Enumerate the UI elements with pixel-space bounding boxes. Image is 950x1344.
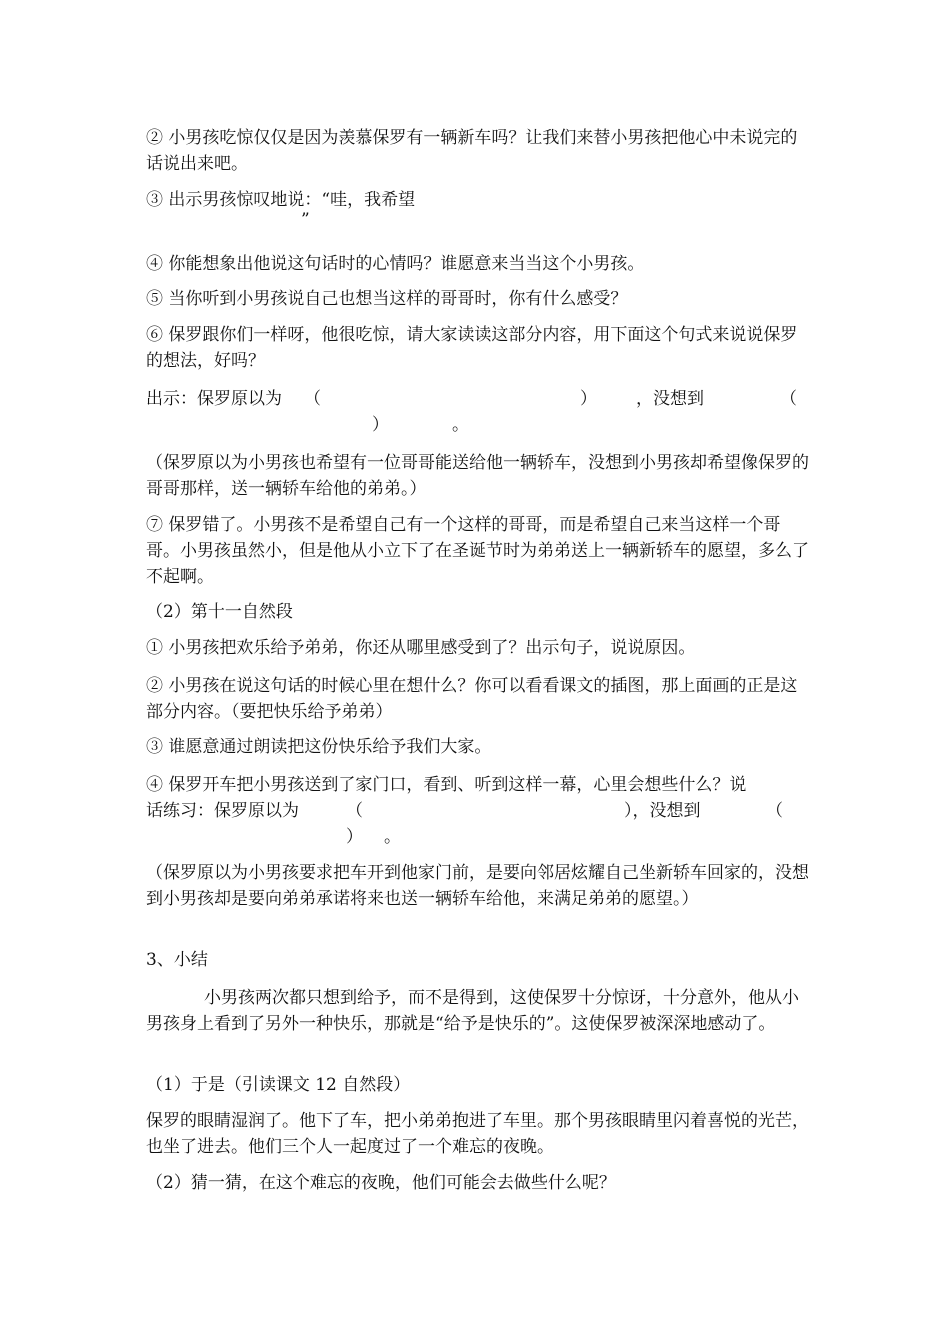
fill-in-label: 出示：保罗原以为	[146, 389, 282, 409]
paragraph-11-3: ③ 谁愿意通过朗读把这份快乐给予我们大家。	[146, 737, 492, 757]
paragraph-11-4: ④ 保罗开车把小男孩送到了家门口，看到、听到这样一幕，心里会想些什么？说	[146, 775, 747, 795]
fill-in-paren-open: （	[304, 389, 321, 409]
fill-in-mid-text: ，没想到	[636, 389, 704, 409]
paragraph-step-7: ⑦ 保罗错了。小男孩不是希望自己有一个这样的哥哥，而是希望自己来当这样一个哥哥。小男孩虽然小，但是他从小立下了在圣诞节时为弟弟送上一辆新轿车的愿望，多么了不起啊。	[146, 515, 809, 587]
practice-period: 。	[384, 827, 401, 847]
fill-in-paren-open-2: （	[780, 389, 797, 409]
paragraph-step-4: ④ 你能想象出他说这句话时的心情吗？谁愿意来当当这个小男孩。	[146, 254, 645, 274]
practice-paren-open-2: （	[766, 801, 783, 821]
paragraph-quote: 保罗的眼睛湿润了。他下了车，把小弟弟抱进了车里。那个男孩眼睛里闪着喜悦的光芒，也坐了进去。他们三个人一起度过了一个难忘的夜晚。	[146, 1111, 809, 1157]
paragraph-11-2: ② 小男孩在说这句话的时候心里在想什么？你可以看看课文的插图，那上面画的正是这部分内容。（要把快乐给予弟弟）	[146, 676, 798, 722]
fill-in-paren-close: ）	[580, 389, 597, 409]
section-heading-summary: 3、小结	[146, 950, 208, 970]
practice-mid-text: ），没想到	[624, 801, 701, 821]
paragraph-step-6: ⑥ 保罗跟你们一样呀，他很吃惊，请大家读读这部分内容，用下面这个句式来说说保罗的想法，好吗？	[146, 325, 798, 371]
paragraph-11-1: ① 小男孩把欢乐给予弟弟，你还从哪里感受到了？出示句子，说说原因。	[146, 638, 696, 658]
fill-in-period: 。	[452, 415, 469, 435]
closing-quote: ”	[301, 210, 310, 230]
paragraph-step-2: ② 小男孩吃惊仅仅是因为羡慕保罗有一辆新车吗？让我们来替小男孩把他心中未说完的话说出来吧。	[146, 128, 798, 174]
paragraph-step-5: ⑤ 当你听到小男孩说自己也想当这样的哥哥时，你有什么感受？	[146, 289, 628, 309]
practice-paren-close-2: ）	[346, 827, 363, 847]
practice-label: 话练习：保罗原以为	[146, 801, 299, 821]
paragraph-answer-2: （保罗原以为小男孩要求把车开到他家门前，是要向邻居炫耀自己坐新轿车回家的，没想到小男孩却是要向弟弟承诺将来也送一辆轿车给他，来满足弟弟的愿望。）	[146, 863, 809, 909]
paragraph-step-3: ③ 出示男孩惊叹地说：“哇，我希望	[146, 190, 416, 210]
fill-in-paren-close-2: ）	[372, 415, 389, 435]
paragraph-summary-2: （2）猜一猜，在这个难忘的夜晚，他们可能会去做些什么呢？	[146, 1173, 616, 1193]
paragraph-summary-1: （1）于是（引读课文 12 自然段）	[146, 1075, 411, 1095]
paragraph-answer-1: （保罗原以为小男孩也希望有一位哥哥能送给他一辆轿车，没想到小男孩却希望像保罗的哥哥那样，送一辆轿车给他的弟弟。）	[146, 453, 809, 499]
section-heading-11: （2）第十一自然段	[146, 602, 293, 622]
practice-paren-open: （	[346, 801, 363, 821]
paragraph-summary: 小男孩两次都只想到给予，而不是得到，这使保罗十分惊讶，十分意外，他从小男孩身上看到了另外一种快乐，那就是“给予是快乐的”。这使保罗被深深地感动了。	[146, 988, 799, 1034]
